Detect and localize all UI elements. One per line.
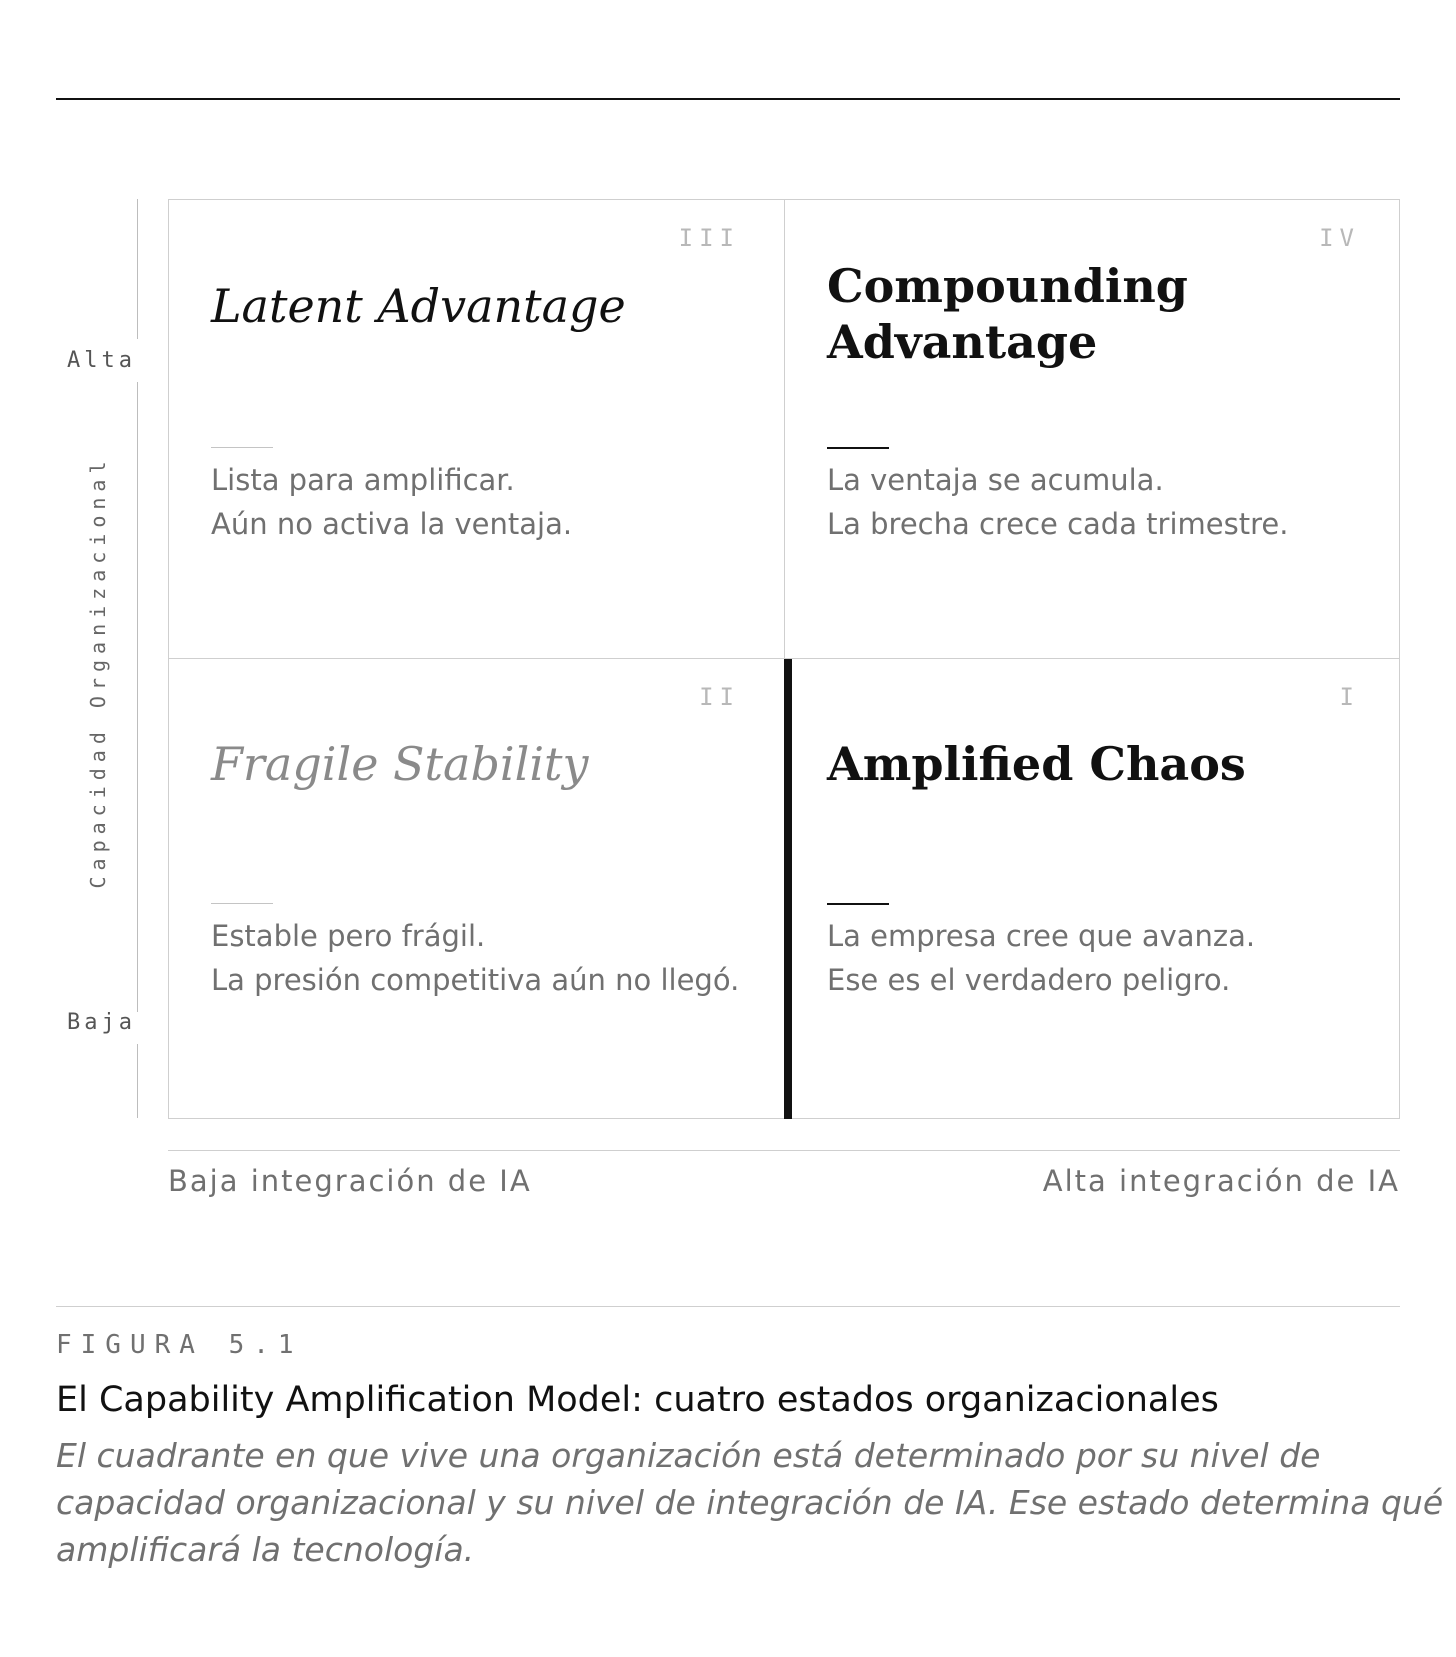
quadrant-title-amplified-chaos: Amplified Chaos <box>827 737 1246 791</box>
description-line: La ventaja se acumula. <box>827 463 1164 497</box>
caption-rule <box>56 1306 1400 1307</box>
top-rule <box>56 98 1400 100</box>
quadrant-numeral-iv: IV <box>1319 224 1360 252</box>
description-line: Aún no activa la ventaja. <box>211 507 573 541</box>
x-axis-high-label: Alta integración de IA <box>1042 1164 1400 1198</box>
quadrant-numeral-i: I <box>1339 683 1360 711</box>
quadrant-dash <box>211 903 273 904</box>
quadrant-title-compounding-advantage <box>827 258 1188 370</box>
figure-label: FIGURA 5.1 <box>56 1330 303 1360</box>
description-line: Ese es el verdadero peligro. <box>827 963 1231 997</box>
title-line: Compounding <box>827 259 1188 313</box>
quadrant-dash <box>211 447 273 448</box>
figure-description: El cuadrante en que vive una organización está determinado por su nivel de capacidad organizacional y su nivel de integración de IA. Ese estado determina qué amplificará la tecnología. <box>56 1436 1444 1569</box>
description-line: La brecha crece cada trimestre. <box>827 507 1289 541</box>
x-axis-low-label: Baja integración de IA <box>168 1164 532 1198</box>
y-axis-line <box>137 382 138 1012</box>
description-line: Lista para amplificar. <box>211 463 515 497</box>
quadrant-dash <box>827 903 889 905</box>
description-line: La empresa cree que avanza. <box>827 919 1256 953</box>
quadrant-dash <box>827 447 889 449</box>
quadrant-description <box>211 914 739 1002</box>
quadrant-numeral-iii: III <box>678 224 740 252</box>
quadrant-numeral-ii: II <box>699 683 740 711</box>
title-line: Advantage <box>827 315 1098 369</box>
y-axis-line <box>137 199 138 339</box>
x-axis-line <box>168 1150 1400 1151</box>
y-axis-low-label: Baja <box>67 1010 136 1035</box>
y-axis-high-label: Alta <box>67 348 136 373</box>
description-line: Estable pero frágil. <box>211 919 486 953</box>
quadrant-title-fragile-stability: Fragile Stability <box>211 737 589 791</box>
quadrant-description <box>827 458 1288 546</box>
figure-title: El Capability Amplification Model: cuatro estados organizacionales <box>56 1380 1219 1420</box>
quadrant-title-latent-advantage: Latent Advantage <box>211 279 626 333</box>
quadrant-description <box>827 914 1255 1002</box>
quadrant-description <box>211 458 572 546</box>
y-axis-line <box>137 1044 138 1118</box>
y-axis-title: Capacidad Organizacional <box>86 455 110 889</box>
grid-divider-vertical <box>784 199 785 659</box>
chaos-boundary-bar <box>784 659 792 1119</box>
description-line: La presión competitiva aún no llegó. <box>211 963 740 997</box>
